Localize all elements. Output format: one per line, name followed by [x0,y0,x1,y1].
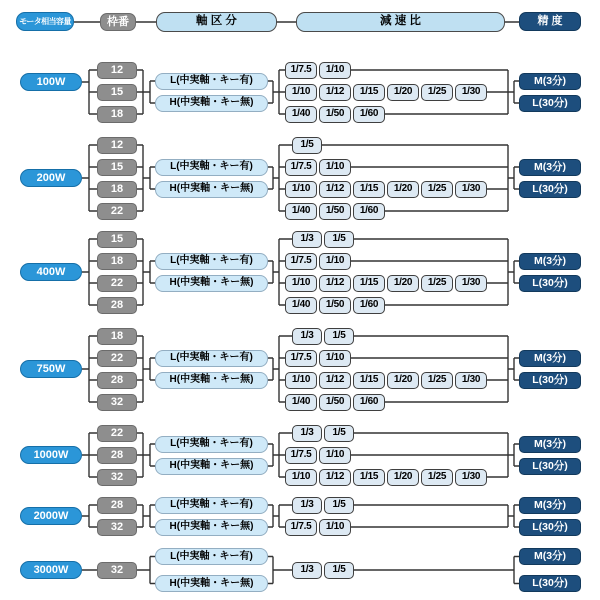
frame-box-22: 22 [97,425,137,442]
ratio-box-1-10: 1/10 [319,253,351,270]
shaft-box-h: H(中実軸・キー無) [155,372,268,389]
ratio-box-1-7.5: 1/7.5 [285,253,317,270]
ratio-box-1-25: 1/25 [421,84,453,101]
power-box-100w: 100W [20,73,82,91]
ratio-box-1-20: 1/20 [387,469,419,486]
ratio-box-1-12: 1/12 [319,181,351,198]
power-box-200w: 200W [20,169,82,187]
frame-box-18: 18 [97,328,137,345]
shaft-box-l: L(中実軸・キー有) [155,497,268,514]
frame-box-28: 28 [97,447,137,464]
ratio-box-1-10: 1/10 [285,275,317,292]
ratio-box-1-5: 1/5 [292,137,322,154]
ratio-box-1-15: 1/15 [353,372,385,389]
ratio-box-1-12: 1/12 [319,469,351,486]
precision-box-m: M(3分) [519,159,581,176]
frame-box-32: 32 [97,519,137,536]
shaft-box-h: H(中実軸・キー無) [155,95,268,112]
ratio-box-1-3: 1/3 [292,425,322,442]
shaft-box-l: L(中実軸・キー有) [155,73,268,90]
ratio-box-1-10: 1/10 [285,372,317,389]
ratio-box-1-10: 1/10 [319,62,351,79]
ratio-box-1-3: 1/3 [292,328,322,345]
precision-box-l: L(30分) [519,575,581,592]
ratio-box-1-10: 1/10 [319,447,351,464]
ratio-box-1-12: 1/12 [319,84,351,101]
ratio-box-1-20: 1/20 [387,181,419,198]
ratio-box-1-60: 1/60 [353,297,385,314]
power-box-400w: 400W [20,263,82,281]
frame-box-32: 32 [97,469,137,486]
frame-box-15: 15 [97,231,137,248]
header-motor-capacity: モータ相当容量 [16,12,74,31]
ratio-box-1-10: 1/10 [319,519,351,536]
ratio-box-1-7.5: 1/7.5 [285,350,317,367]
frame-box-32: 32 [97,562,137,579]
ratio-box-1-50: 1/50 [319,106,351,123]
frame-box-12: 12 [97,62,137,79]
ratio-box-1-15: 1/15 [353,181,385,198]
precision-box-l: L(30分) [519,519,581,536]
ratio-box-1-50: 1/50 [319,297,351,314]
power-box-3000w: 3000W [20,561,82,579]
shaft-box-l: L(中実軸・キー有) [155,436,268,453]
frame-box-18: 18 [97,253,137,270]
ratio-box-1-15: 1/15 [353,469,385,486]
ratio-box-1-12: 1/12 [319,372,351,389]
power-box-1000w: 1000W [20,446,82,464]
frame-box-15: 15 [97,159,137,176]
ratio-box-1-15: 1/15 [353,84,385,101]
header-shaft-type: 軸 区 分 [156,12,277,32]
ratio-box-1-20: 1/20 [387,372,419,389]
ratio-box-1-60: 1/60 [353,106,385,123]
ratio-box-1-5: 1/5 [324,425,354,442]
ratio-box-1-30: 1/30 [455,469,487,486]
header-reduction-ratio: 減 速 比 [296,12,505,32]
ratio-box-1-60: 1/60 [353,203,385,220]
ratio-box-1-10: 1/10 [319,350,351,367]
shaft-box-l: L(中実軸・キー有) [155,350,268,367]
ratio-box-1-7.5: 1/7.5 [285,519,317,536]
power-box-2000w: 2000W [20,507,82,525]
ratio-box-1-10: 1/10 [319,159,351,176]
ratio-box-1-60: 1/60 [353,394,385,411]
shaft-box-h: H(中実軸・キー無) [155,575,268,592]
ratio-box-1-5: 1/5 [324,562,354,579]
frame-box-22: 22 [97,203,137,220]
ratio-box-1-50: 1/50 [319,203,351,220]
ratio-box-1-25: 1/25 [421,275,453,292]
ratio-box-1-30: 1/30 [455,275,487,292]
precision-box-m: M(3分) [519,436,581,453]
shaft-box-h: H(中実軸・キー無) [155,458,268,475]
ratio-box-1-50: 1/50 [319,394,351,411]
precision-box-m: M(3分) [519,350,581,367]
ratio-box-1-15: 1/15 [353,275,385,292]
ratio-box-1-12: 1/12 [319,275,351,292]
ratio-box-1-10: 1/10 [285,181,317,198]
frame-box-22: 22 [97,275,137,292]
ratio-box-1-30: 1/30 [455,372,487,389]
frame-box-18: 18 [97,106,137,123]
ratio-box-1-20: 1/20 [387,84,419,101]
frame-box-28: 28 [97,497,137,514]
ratio-box-1-40: 1/40 [285,203,317,220]
shaft-box-h: H(中実軸・キー無) [155,181,268,198]
precision-box-l: L(30分) [519,95,581,112]
ratio-box-1-40: 1/40 [285,297,317,314]
power-box-750w: 750W [20,360,82,378]
precision-box-l: L(30分) [519,181,581,198]
ratio-box-1-30: 1/30 [455,84,487,101]
ratio-box-1-20: 1/20 [387,275,419,292]
precision-box-m: M(3分) [519,548,581,565]
frame-box-28: 28 [97,372,137,389]
ratio-box-1-3: 1/3 [292,562,322,579]
ratio-box-1-30: 1/30 [455,181,487,198]
header-precision: 精 度 [519,12,581,31]
shaft-box-h: H(中実軸・キー無) [155,519,268,536]
frame-box-15: 15 [97,84,137,101]
ratio-box-1-40: 1/40 [285,106,317,123]
ratio-box-1-5: 1/5 [324,328,354,345]
precision-box-m: M(3分) [519,253,581,270]
frame-box-28: 28 [97,297,137,314]
frame-box-18: 18 [97,181,137,198]
header-frame-number: 枠番 [100,13,136,31]
frame-box-12: 12 [97,137,137,154]
ratio-box-1-5: 1/5 [324,497,354,514]
ratio-box-1-5: 1/5 [324,231,354,248]
frame-box-22: 22 [97,350,137,367]
precision-box-m: M(3分) [519,497,581,514]
ratio-box-1-25: 1/25 [421,181,453,198]
shaft-box-l: L(中実軸・キー有) [155,159,268,176]
ratio-box-1-7.5: 1/7.5 [285,159,317,176]
ratio-box-1-10: 1/10 [285,469,317,486]
shaft-box-l: L(中実軸・キー有) [155,548,268,565]
frame-box-32: 32 [97,394,137,411]
precision-box-l: L(30分) [519,372,581,389]
ratio-box-1-25: 1/25 [421,372,453,389]
ratio-box-1-25: 1/25 [421,469,453,486]
ratio-box-1-3: 1/3 [292,231,322,248]
ratio-box-1-7.5: 1/7.5 [285,447,317,464]
ratio-box-1-3: 1/3 [292,497,322,514]
precision-box-l: L(30分) [519,275,581,292]
precision-box-l: L(30分) [519,458,581,475]
precision-box-m: M(3分) [519,73,581,90]
shaft-box-l: L(中実軸・キー有) [155,253,268,270]
ratio-box-1-10: 1/10 [285,84,317,101]
ratio-box-1-7.5: 1/7.5 [285,62,317,79]
shaft-box-h: H(中実軸・キー無) [155,275,268,292]
ratio-box-1-40: 1/40 [285,394,317,411]
